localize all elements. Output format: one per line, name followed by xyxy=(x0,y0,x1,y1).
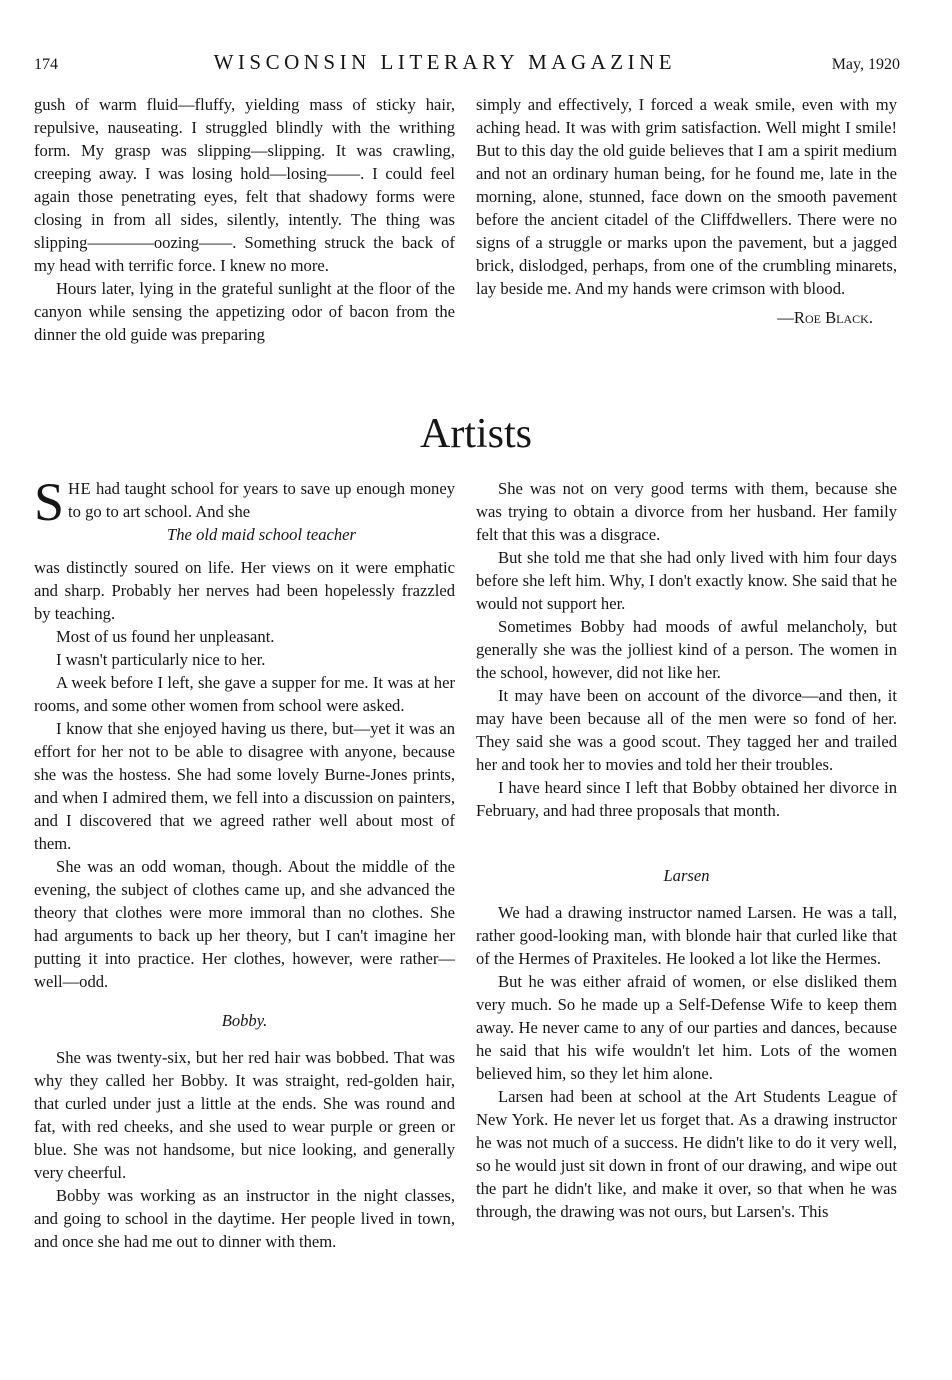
section-heading-bobby: Bobby. xyxy=(221,1011,268,1030)
issue-date: May, 1920 xyxy=(831,56,900,73)
article-right-column xyxy=(476,477,897,1223)
paragraph: simply and effectively, I forced a weak smile, even with my aching head. It was with grim satisfaction. Well might I smile! But to this day the old guide believes that I am a spirit medium and not an ordinary human being, for he found me, late in the morning, alone, stunned, face down on the smooth pavement before the ancient citadel of the Cliffdwellers. There were no signs of a struggle or marks upon the pavement, but a jagged brick, dislodged, perhaps, from one of the crumbling minarets, lay beside me. And my hands were crimson with blood. xyxy=(476,95,897,298)
paragraph: But he was either afraid of women, or else disliked them very much. So he made up a Self-Defense Wife to keep them away. He never came to any of our parties and dances, because he said that his wife wouldn't let him. Lots of the women believed him, so they let him alone. xyxy=(476,972,897,1083)
paragraph: It may have been on account of the divorce—and then, it may have been because all of the men were so fond of her. They said she was a good scout. They tagged her and trailed her and took her to movies and told her their troubles. xyxy=(476,686,897,774)
paragraph: was distinctly soured on life. Her views on it were emphatic and sharp. Probably her nerves had been hopelessly frazzled by teaching. xyxy=(34,558,455,623)
paragraph: Most of us found her unpleasant. xyxy=(56,627,275,646)
paragraph: Hours later, lying in the grateful sunlight at the floor of the canyon while sensing the appetizing odor of bacon from the dinner the old guide was preparing xyxy=(34,279,455,344)
section-heading-larsen: Larsen xyxy=(663,866,710,885)
paragraph: But she told me that she had only lived with him four days before she left him. Why, I don't exactly know. She said that he would not support her. xyxy=(476,548,897,613)
byline xyxy=(476,306,897,329)
paragraph: A week before I left, she gave a supper for me. It was at her rooms, and some other women from school were asked. xyxy=(34,673,455,715)
spacer xyxy=(476,822,897,848)
paragraph: I know that she enjoyed having us there, but—yet it was an effort for her not to be able to disagree with anyone, because she was the hostess. She had some lovely Burne-Jones prints, and when I admired them, we fell into a discussion on painters, and I discovered that we agreed rather well about most of them. xyxy=(34,719,455,853)
article-left-column xyxy=(34,472,455,1253)
paragraph: We had a drawing instructor named Larsen. He was a tall, rather good-looking man, with blonde hair that curled like that of the Hermes of Praxiteles. He looked a lot like the Hermes. xyxy=(476,903,897,968)
paragraph: She was not on very good terms with them, because she was trying to obtain a divorce from her husband. Her family felt that this was a disgrace. xyxy=(476,479,897,544)
paragraph: I have heard since I left that Bobby obtained her divorce in February, and had three proposals that month. xyxy=(476,778,897,820)
author-name: —Roe Black. xyxy=(777,308,873,327)
paragraph: Larsen had been at school at the Art Students League of New York. He never let us forget that. As a drawing instructor he was not much of a success. He didn't like to do it very well, so he would just sit down in front of our drawing, and wipe out the part he didn't like, and make it over, so that when he was through, the drawing was not ours, but Larsen's. This xyxy=(476,1087,897,1221)
paragraph: Bobby was working as an instructor in the night classes, and going to school in the daytime. Her people lived in town, and once she had me out to dinner with them. xyxy=(34,1186,455,1251)
paragraph: Sometimes Bobby had moods of awful melancholy, but generally she was the jolliest kind of a person. The women in the school, however, did not like her. xyxy=(476,617,897,682)
paragraph: She was twenty-six, but her red hair was bobbed. That was why they called her Bobby. It was straight, red-golden hair, that curled under just a little at the ends. She was round and fat, with red cheeks, and she used to wear purple or green or blue. She was not handsome, but nice looking, and generally very cheerful. xyxy=(34,1048,455,1182)
magazine-title: WISCONSIN LITERARY MAGAZINE xyxy=(213,50,677,74)
previous-story-left-column xyxy=(34,93,455,346)
running-head xyxy=(34,50,900,76)
article-title: Artists xyxy=(419,411,532,457)
paragraph: She was an odd woman, though. About the middle of the evening, the subject of clothes came up, and she advanced the theory that clothes were more immoral than no clothes. She had arguments to back up her theory, but I can't imagine her putting it into practice. Her clothes, however, were rather—well—odd. xyxy=(34,857,455,991)
paragraph: gush of warm fluid—fluffy, yielding mass of sticky hair, repulsive, nauseating. I struggled blindly with the writhing form. My grasp was slipping—slipping. It was crawling, creeping away. I was losing hold—losing——. I could feel again those penetrating eyes, felt that shadowy forms were closing in from all sides, silently, intently. The thing was slipping————oozing——. Something struck the back of my head with terrific force. I knew no more. xyxy=(34,95,455,275)
lead-text: had taught school for years to save up enough money to go to art school. And she xyxy=(68,479,455,521)
drop-cap: S xyxy=(34,472,65,532)
page-number: 174 xyxy=(34,56,58,73)
section-heading-old-maid: The old maid school teacher xyxy=(167,525,356,544)
lead-paragraph xyxy=(34,472,455,546)
lead-caps: HE xyxy=(68,479,92,498)
paragraph: I wasn't particularly nice to her. xyxy=(56,650,266,669)
previous-story-right-column xyxy=(476,93,897,329)
